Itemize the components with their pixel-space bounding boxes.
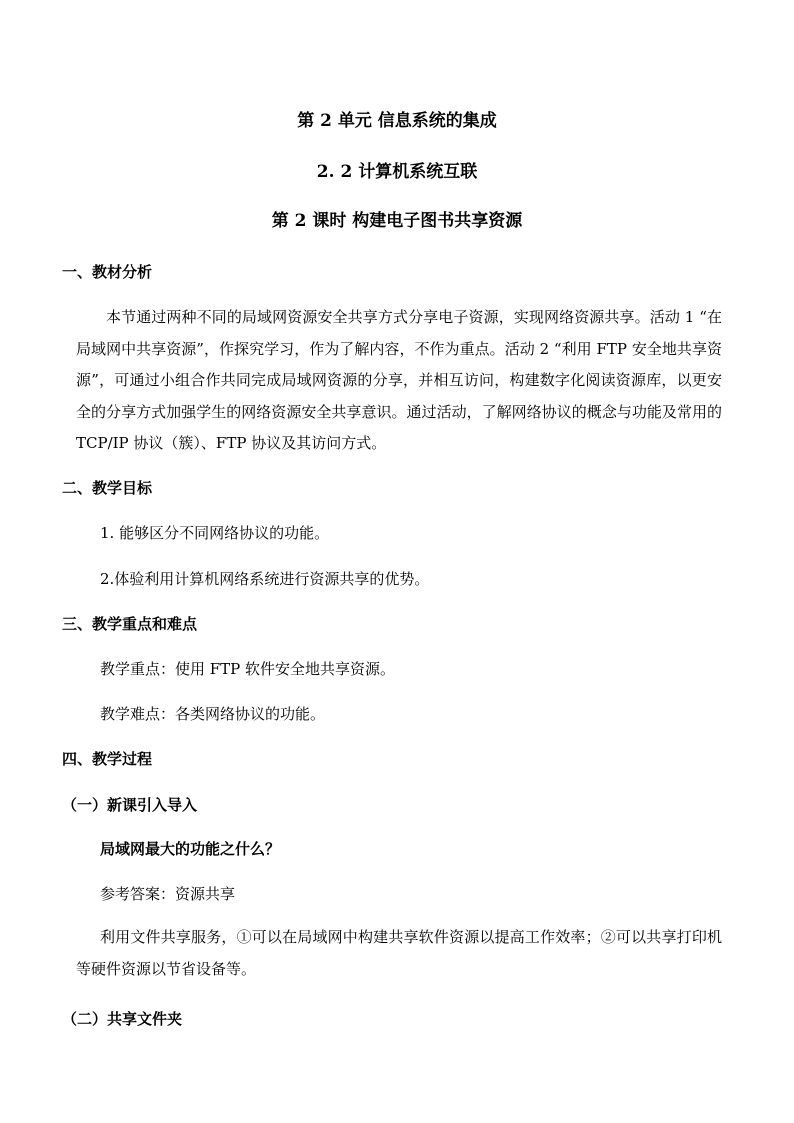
heading-textbook-analysis: 一、教材分析 bbox=[62, 263, 153, 281]
goal-item-2: 2.体验利用计算机网络系统进行资源共享的优势。 bbox=[100, 570, 430, 588]
subheading-shared-folder: （二）共享文件夹 bbox=[62, 1010, 183, 1028]
paragraph-textbook-analysis: 本节通过两种不同的局域网资源安全共享方式分享电子资源，实现网络资源共享。活动 1 “在局域网中共享资源”，作探究学习，作为了解内容，不作为重点。活动 2 “利用 FTP 安全地共享资源”，可通过小组合作共同完成局域网资源的分享，并相互访问，构建数字化阅读资源库，以更安全的分享方式加强学生的网络资源安全共享意识。通过活动，了解网络协议的概念与功能及常用的 TCP/IP 协议（簇）、FTP 协议及其访问方式。 bbox=[76, 308, 722, 452]
paragraph-file-sharing: 利用文件共享服务，①可以在局域网中构建共享软件资源以提高工作效率；②可以共享打印机等硬件资源以节省设备等。 bbox=[76, 928, 722, 978]
key-point-focus: 教学重点：使用 FTP 软件安全地共享资源。 bbox=[100, 660, 396, 678]
goal-item-1: 1. 能够区分不同网络协议的功能。 bbox=[100, 524, 330, 542]
heading-teaching-goals: 二、教学目标 bbox=[62, 479, 153, 497]
lesson-title: 第 2 课时 构建电子图书共享资源 bbox=[271, 211, 523, 231]
heading-teaching-process: 四、教学过程 bbox=[62, 750, 153, 768]
key-point-difficulty: 教学难点：各类网络协议的功能。 bbox=[100, 705, 326, 723]
unit-title: 第 2 单元 信息系统的集成 bbox=[297, 111, 497, 131]
intro-question: 局域网最大的功能之什么？ bbox=[100, 840, 281, 858]
subheading-intro: （一）新课引入导入 bbox=[62, 796, 198, 814]
section-title: 2. 2 计算机系统互联 bbox=[316, 162, 478, 182]
intro-answer: 参考答案：资源共享 bbox=[100, 885, 236, 903]
heading-key-points: 三、教学重点和难点 bbox=[62, 615, 198, 633]
